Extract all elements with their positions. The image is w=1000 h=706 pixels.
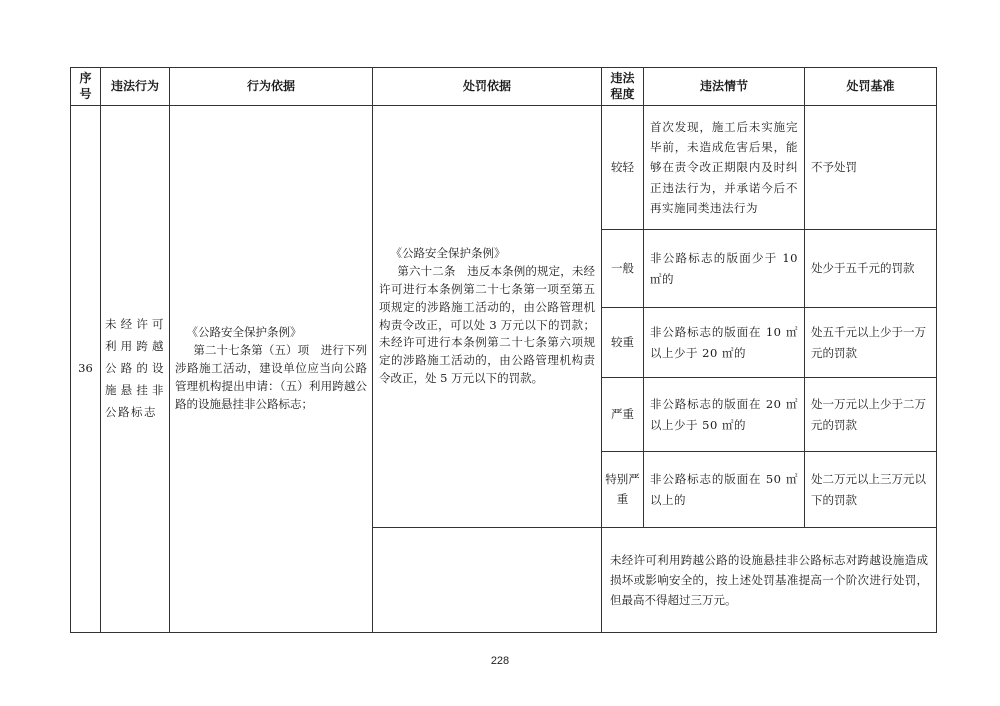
circumstance-cell: 首次发现，施工后未实施完毕前，未造成危害后果，能够在责令改正期限内及时纠正违法行为，并承诺今后不再实施同类违法行为 — [644, 106, 805, 230]
standard-cell: 处五千元以上少于一万元的罚款 — [805, 308, 937, 378]
act-cell: 未经许可利用跨越公路的设施悬挂非公路标志 — [101, 106, 170, 633]
header-standard: 处罚基准 — [805, 68, 937, 106]
circumstance-cell: 非公路标志的版面在 10 ㎡以上少于 20 ㎡的 — [644, 308, 805, 378]
standard-cell: 不予处罚 — [805, 106, 937, 230]
basis-law-title: 《公路安全保护条例》 — [186, 325, 302, 340]
note-cell: 未经许可利用跨越公路的设施悬挂非公路标志对跨越设施造成损坏或影响安全的，按上述处罚基准提高一个阶次进行处罚，但最高不得超过三万元。 — [602, 528, 937, 633]
degree-cell: 较重 — [602, 308, 644, 378]
basis-cell — [170, 106, 373, 633]
circumstance-cell: 非公路标志的版面在 50 ㎡以上的 — [644, 452, 805, 528]
header-penalty-basis: 处罚依据 — [373, 68, 602, 106]
header-act: 违法行为 — [101, 68, 170, 106]
standard-cell: 处少于五千元的罚款 — [805, 230, 937, 308]
header-row — [71, 68, 937, 106]
header-circumstance: 违法情节 — [644, 68, 805, 106]
circumstance-cell: 非公路标志的版面少于 10 ㎡的 — [644, 230, 805, 308]
penalty-basis-cell — [373, 106, 602, 528]
degree-cell: 严重 — [602, 378, 644, 452]
circumstance-cell: 非公路标志的版面在 20 ㎡以上少于 50 ㎡的 — [644, 378, 805, 452]
standard-cell: 处一万元以上少于二万元的罚款 — [805, 378, 937, 452]
header-degree: 违法程度 — [602, 68, 644, 106]
page-number: 228 — [490, 655, 510, 667]
degree-cell: 较轻 — [602, 106, 644, 230]
basis-text: 第二十七条第（五）项 进行下列涉路施工活动，建设单位应当向公路管理机构提出申请：（五）利用跨越公路的设施悬挂非公路标志； — [175, 343, 367, 411]
penalty-text: 第六十二条 违反本条例的规定，未经许可进行本条例第二十七条第一项至第五项规定的涉路施工活动的，由公路管理机构责令改正，可以处 3 万元以下的罚款；未经许可进行本条例第二十七条第六项规定的涉路施工活动的，由公路管理机构责令改正，处 5 万元以下的罚款。 — [379, 264, 595, 385]
penalty-standard-table — [70, 67, 937, 633]
standard-cell: 处二万元以上三万元以下的罚款 — [805, 452, 937, 528]
penalty-law-title: 《公路安全保护条例》 — [390, 246, 506, 261]
table-row — [71, 106, 937, 230]
empty-cell — [373, 528, 602, 633]
header-seq: 序号 — [71, 68, 101, 106]
seq-cell: 36 — [71, 106, 101, 633]
header-basis: 行为依据 — [170, 68, 373, 106]
degree-cell: 特别严重 — [602, 452, 644, 528]
degree-cell: 一般 — [602, 230, 644, 308]
